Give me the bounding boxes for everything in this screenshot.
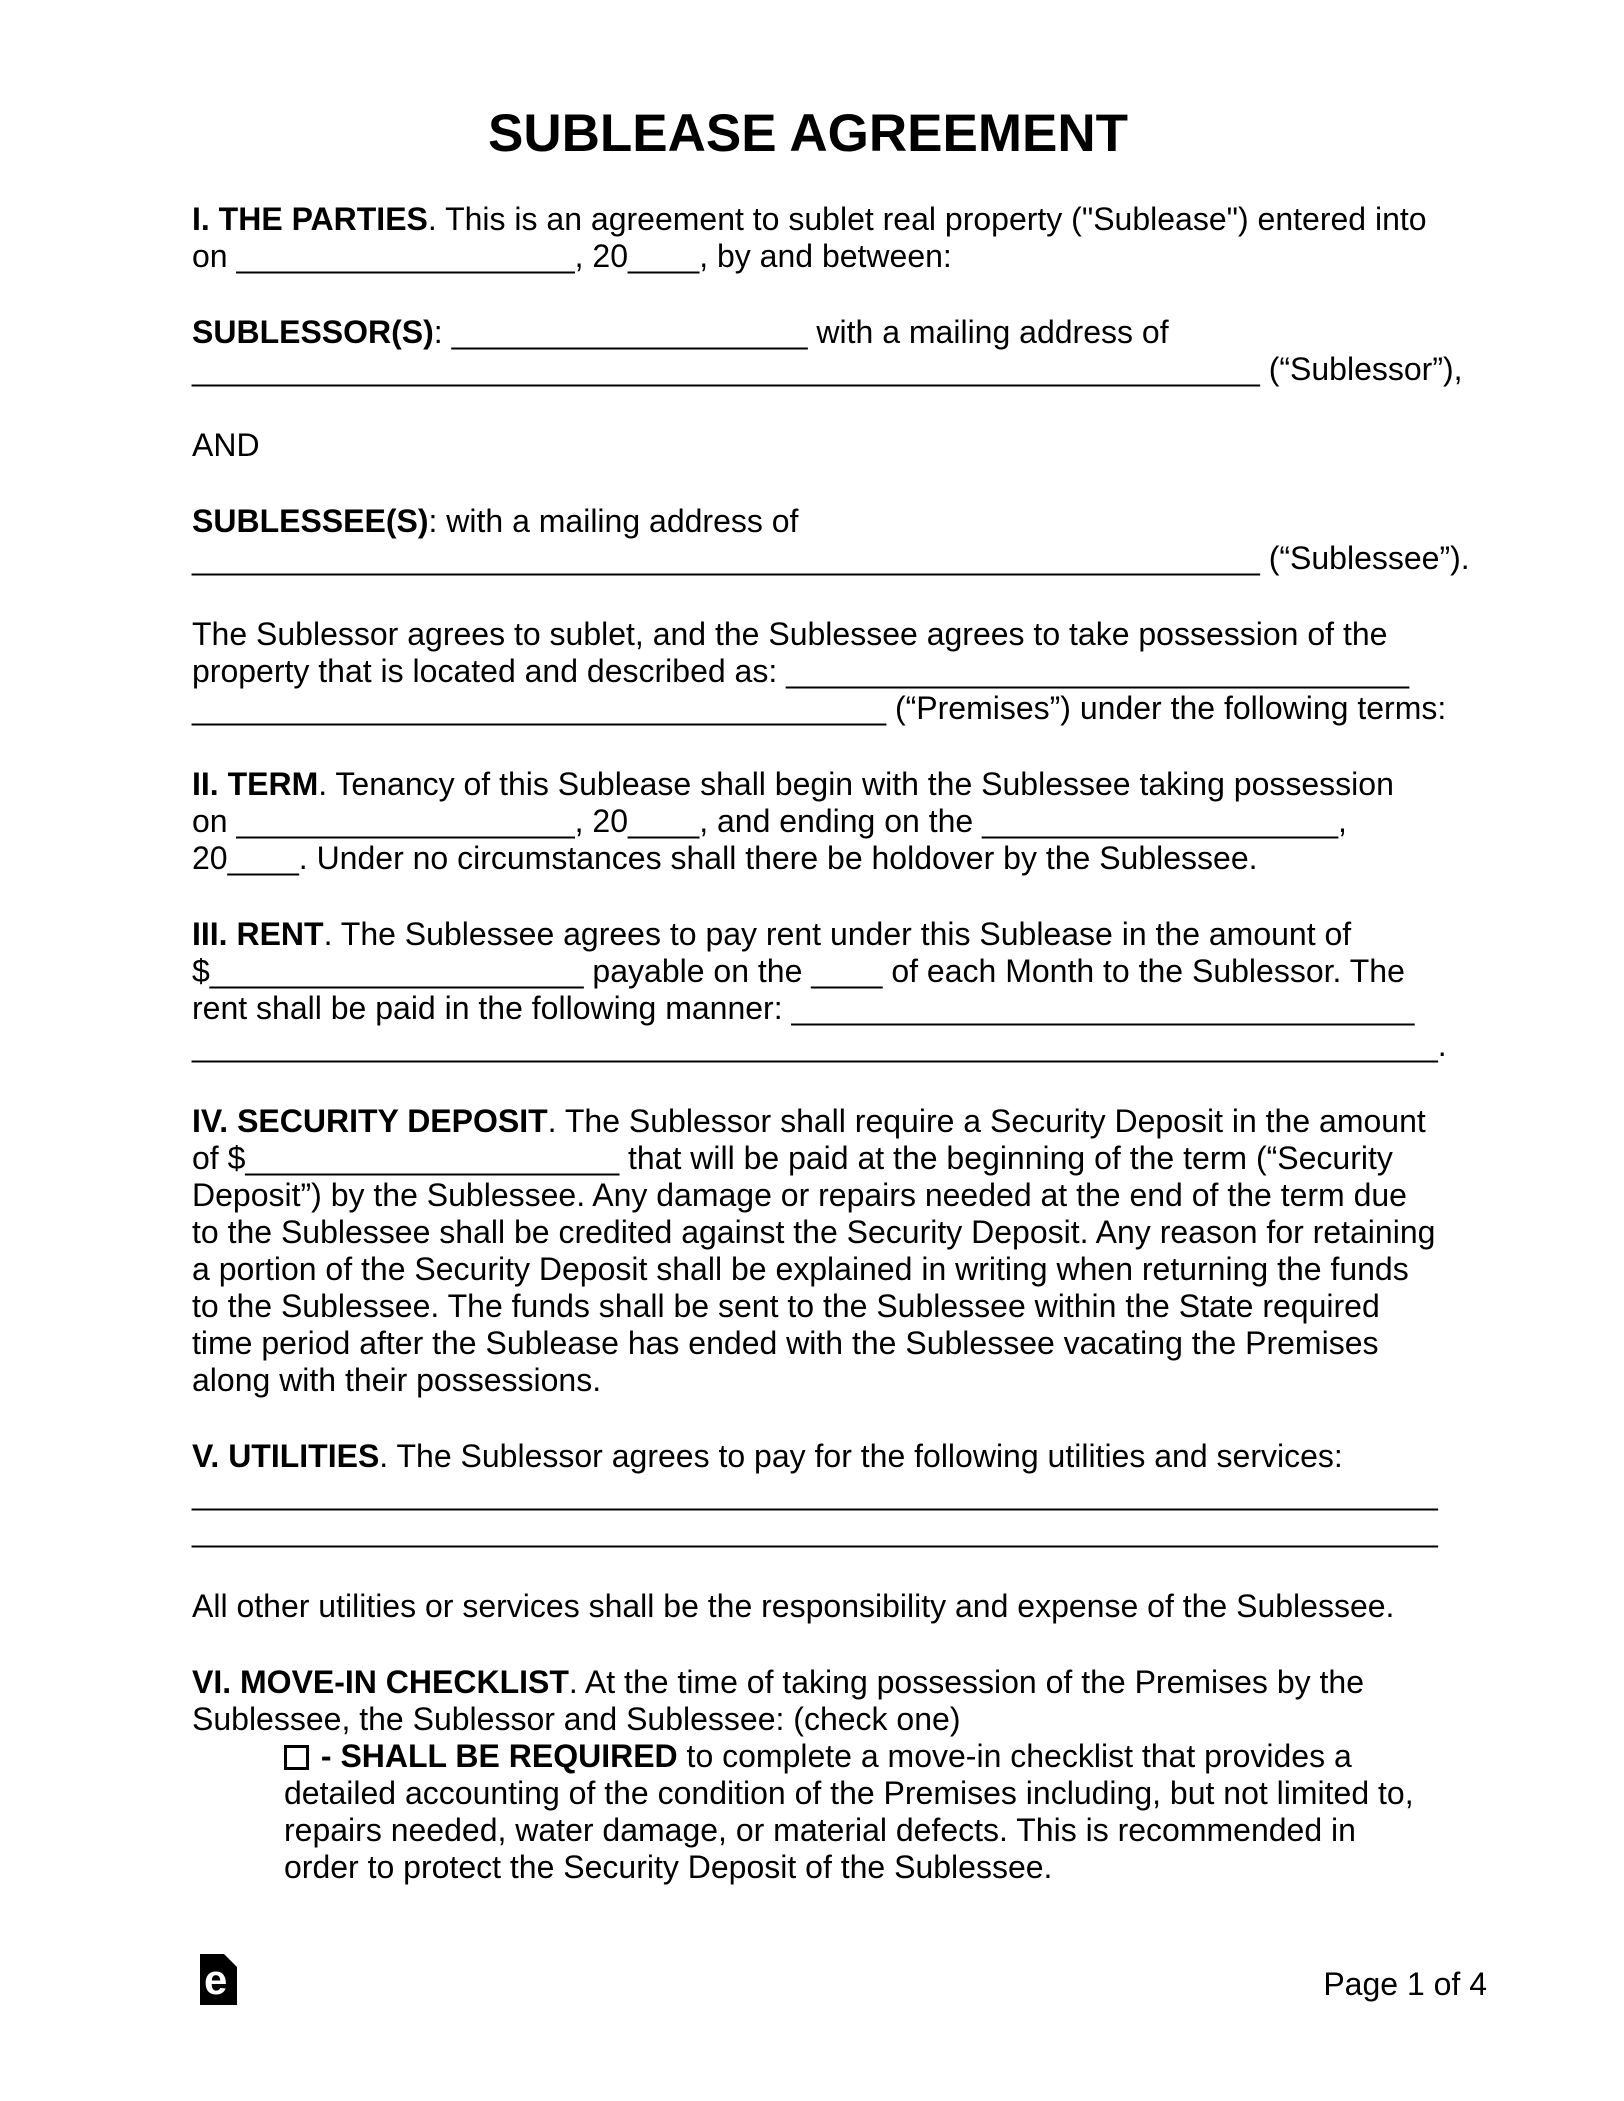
text-segment: _______________________________________ (“Premises”) under the following terms: (192, 690, 1447, 726)
text-segment: rent shall be paid in the following manner: ___________________________________ (192, 990, 1415, 1026)
text-segment: AND (192, 427, 260, 463)
text-segment: : ____________________ with a mailing address of (433, 314, 1169, 350)
text-segment: . The Sublessor shall require a Security Deposit in the amount (547, 1103, 1426, 1139)
parties-line (192, 238, 1424, 275)
security-deposit-line (192, 1214, 1436, 1251)
utilities-line (192, 1475, 1438, 1512)
text-segment: IV. SECURITY DEPOSIT (192, 1103, 548, 1139)
section-rent (192, 916, 1447, 1064)
text-segment: of $_____________________ that will be paid at the beginning of the term (“Security (192, 1140, 1393, 1176)
text-segment: VI. MOVE-IN CHECKLIST (192, 1664, 569, 1700)
eforms-logo (200, 1954, 237, 2005)
text-segment: III. RENT (192, 916, 324, 952)
utilities-line (192, 1512, 1438, 1549)
security-deposit-line (192, 1288, 1424, 1325)
section-sublessor (192, 314, 1463, 388)
section-term (192, 766, 1424, 877)
security-deposit-line (192, 1103, 1424, 1140)
section-security-deposit (192, 1103, 1436, 1399)
text-segment: . This is an agreement to sublet real property ("Sublease") entered into (427, 201, 1427, 237)
security-deposit-line (192, 1362, 1424, 1399)
security-deposit-line (192, 1325, 1424, 1362)
move-in-checklist-option-required-line (284, 1775, 1424, 1812)
sublessee-line (192, 503, 1424, 540)
move-in-checkbox[interactable] (284, 1745, 309, 1770)
page-fold-icon (224, 1954, 237, 1967)
text-segment: property that is located and described as: ___________________________________ (192, 653, 1410, 689)
text-segment: II. TERM (192, 766, 319, 802)
term-line (192, 766, 1424, 803)
section-move-in-checklist (192, 1664, 1424, 1738)
text-segment: 20____. Under no circumstances shall there be holdover by the Sublessee. (192, 840, 1258, 876)
rent-line (192, 916, 1424, 953)
text-segment: Deposit”) by the Sublessee. Any damage or repairs needed at the end of the term due (192, 1177, 1407, 1213)
rent-line (192, 1027, 1447, 1064)
premises-line (192, 616, 1424, 653)
text-segment: to complete a move-in checklist that provides a (677, 1738, 1352, 1774)
move-in-checklist-line (192, 1701, 1424, 1738)
move-in-checklist-option-required-line (284, 1812, 1424, 1849)
text-segment: Sublessee, the Sublessor and Sublessee: (check one) (192, 1701, 961, 1737)
text-segment: time period after the Sublease has ended with the Sublessee vacating the Premises (192, 1325, 1379, 1361)
text-segment: SUBLESSEE(S) (192, 503, 429, 539)
section-parties (192, 201, 1427, 275)
text-segment: on ___________________, 20____, and ending on the ____________________, (192, 803, 1347, 839)
text-segment: along with their possessions. (192, 1362, 602, 1398)
text-segment: I. THE PARTIES (192, 201, 428, 237)
security-deposit-line (192, 1177, 1424, 1214)
section-premises (192, 616, 1447, 727)
text-segment: on ___________________, 20____, by and between: (192, 238, 952, 274)
rent-line (192, 990, 1424, 1027)
text-segment: - SHALL BE REQUIRED (312, 1738, 678, 1774)
text-segment: ____________________________________________________________ (“Sublessor”), (192, 351, 1463, 387)
text-segment: SUBLESSOR(S) (192, 314, 434, 350)
text-segment: . At the time of taking possession of the Premises by the (568, 1664, 1364, 1700)
text-segment: ____________________________________________________________ (“Sublessee”). (192, 540, 1470, 576)
utilities-note-line (192, 1588, 1424, 1625)
text-segment: V. UTILITIES (192, 1438, 380, 1474)
text-segment: to the Sublessee. The funds shall be sent to the Sublessee within the State required (192, 1288, 1380, 1324)
section-sublessee (192, 503, 1470, 577)
text-segment: to the Sublessee shall be credited against the Security Deposit. Any reason for retaining (192, 1214, 1436, 1250)
section-move-in-checklist-option-required (284, 1738, 1424, 1886)
section-utilities (192, 1438, 1438, 1549)
utilities-line (192, 1438, 1424, 1475)
text-segment: ______________________________________________________________________ (192, 1475, 1438, 1511)
and-separator-line (192, 427, 1424, 464)
text-segment: . The Sublessor agrees to pay for the following utilities and services: (379, 1438, 1343, 1474)
move-in-checklist-option-required-line (284, 1738, 1424, 1775)
section-utilities-note (192, 1588, 1424, 1625)
parties-line (192, 201, 1427, 238)
document-body (192, 104, 1470, 1886)
text-segment: a portion of the Security Deposit shall be explained in writing when returning the funds (192, 1251, 1409, 1287)
text-segment: ______________________________________________________________________. (192, 1027, 1447, 1063)
text-segment: repairs needed, water damage, or material defects. This is recommended in (284, 1812, 1356, 1848)
text-segment: order to protect the Security Deposit of the Sublessee. (284, 1849, 1053, 1885)
page-number: Page 1 of 4 (1323, 1966, 1487, 2002)
sublessee-line (192, 540, 1470, 577)
term-line (192, 840, 1424, 877)
text-segment: $_____________________ payable on the ____ of each Month to the Sublessor. The (192, 953, 1405, 989)
eforms-logo-letter: e (204, 1956, 228, 2003)
term-line (192, 803, 1424, 840)
text-segment: The Sublessor agrees to sublet, and the Sublessee agrees to take possession of the (192, 616, 1388, 652)
security-deposit-line (192, 1140, 1424, 1177)
text-segment: All other utilities or services shall be the responsibility and expense of the Sublessee. (192, 1588, 1395, 1624)
sublessor-line (192, 351, 1463, 388)
text-segment: ______________________________________________________________________ (192, 1512, 1438, 1548)
move-in-checklist-option-required-line (284, 1849, 1424, 1886)
text-segment: . The Sublessee agrees to pay rent under this Sublease in the amount of (323, 916, 1352, 952)
premises-line (192, 690, 1447, 727)
rent-line (192, 953, 1424, 990)
text-segment: . Tenancy of this Sublease shall begin with the Sublessee taking possession (318, 766, 1394, 802)
security-deposit-line (192, 1251, 1424, 1288)
text-segment: detailed accounting of the condition of the Premises including, but not limited to, (284, 1775, 1414, 1811)
premises-line (192, 653, 1424, 690)
document-title: SUBLEASE AGREEMENT (488, 104, 1128, 163)
sublessor-line (192, 314, 1424, 351)
move-in-checklist-line (192, 1664, 1424, 1701)
section-and-separator (192, 427, 1424, 464)
text-segment: : with a mailing address of (428, 503, 799, 539)
